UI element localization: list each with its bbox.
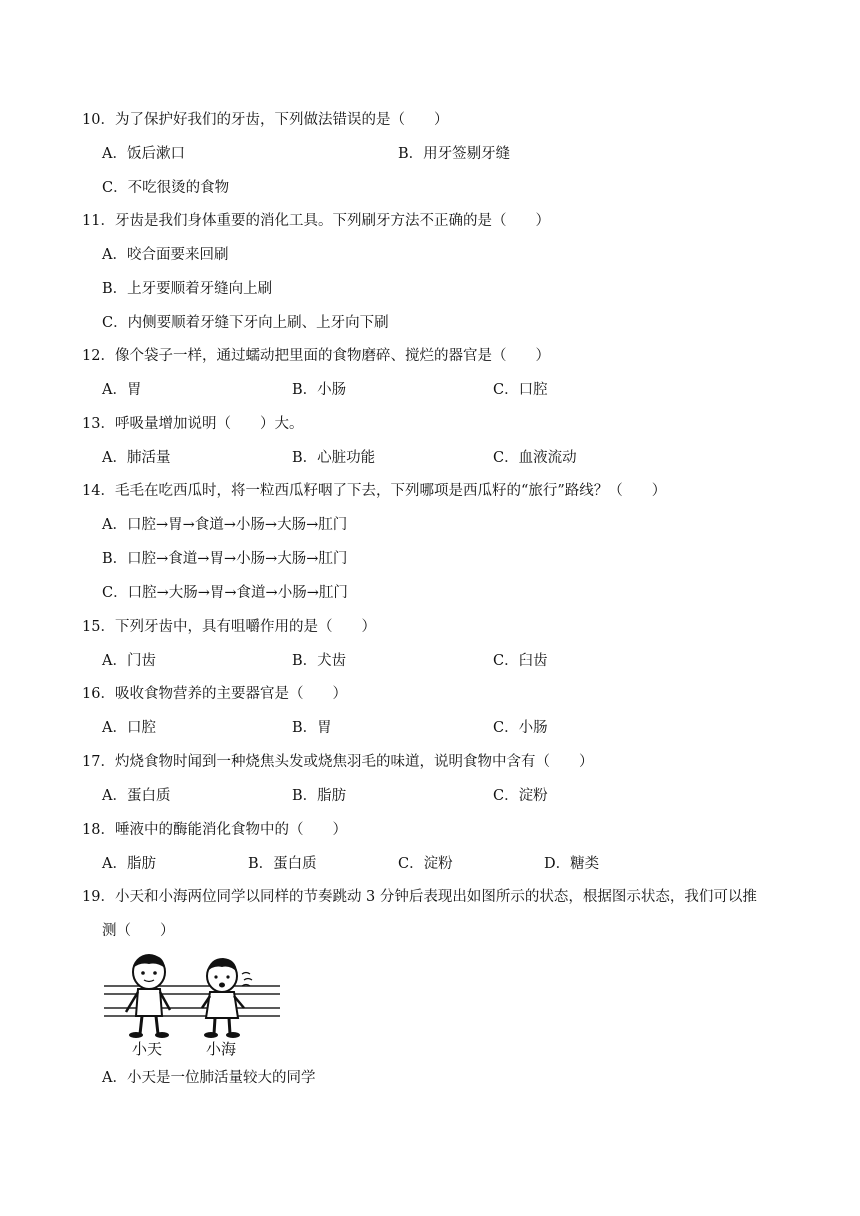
question-19-illustration (102, 950, 282, 1058)
question-17-option-b: B．脂肪 (292, 788, 347, 804)
question-16-option-b: B．胃 (292, 720, 332, 736)
question-10-option-b: B．用牙签剔牙缝 (398, 146, 511, 162)
question-13-stem: 13．呼吸量增加说明（ ）大。 (82, 416, 304, 432)
question-14-option-a: A．口腔→胃→食道→小肠→大肠→肛门 (102, 517, 348, 533)
question-18-option-b: B．蛋白质 (248, 856, 317, 872)
question-11-stem: 11．牙齿是我们身体重要的消化工具。下列刷牙方法不正确的是（ ） (82, 213, 550, 229)
question-12-option-b: B．小肠 (292, 382, 347, 398)
question-10-stem: 10．为了保护好我们的牙齿，下列做法错误的是（ ） (82, 112, 449, 128)
question-14-option-b: B．口腔→食道→胃→小肠→大肠→肛门 (102, 551, 348, 567)
question-16-option-c: C．小肠 (493, 720, 548, 736)
question-11-option-a: A．咬合面要来回刷 (102, 247, 229, 263)
child-xiaohai-figure (202, 958, 252, 1038)
question-13-option-b: B．心脏功能 (292, 450, 376, 466)
figure-label-xiaotian: 小天 (132, 1040, 163, 1058)
question-17-option-a: A．蛋白质 (102, 788, 171, 804)
question-14-option-c: C．口腔→大肠→胃→食道→小肠→肛门 (102, 585, 348, 601)
question-17-stem: 17．灼烧食物时闻到一种烧焦头发或烧焦羽毛的味道，说明食物中含有（ ） (82, 754, 594, 770)
question-16-stem: 16．吸收食物营养的主要器官是（ ） (82, 686, 347, 702)
question-15-option-b: B．犬齿 (292, 653, 347, 669)
question-15-option-a: A．门齿 (102, 653, 156, 669)
question-13-option-a: A．肺活量 (102, 450, 171, 466)
question-18-option-a: A．脂肪 (102, 856, 156, 872)
figure-label-xiaohai: 小海 (206, 1040, 237, 1058)
question-18-option-c: C．淀粉 (398, 856, 453, 872)
question-11-option-b: B．上牙要顺着牙缝向上刷 (102, 281, 273, 297)
question-11-option-c: C．内侧要顺着牙缝下牙向上刷、上牙向下刷 (102, 315, 389, 331)
question-10-option-a: A．饭后漱口 (102, 146, 185, 162)
question-12-stem: 12．像个袋子一样，通过蠕动把里面的食物磨碎、搅烂的器官是（ ） (82, 348, 550, 364)
child-xiaotian-figure (126, 955, 170, 1038)
question-14-stem: 14．毛毛在吃西瓜时，将一粒西瓜籽咽了下去，下列哪项是西瓜籽的“旅行”路线？（ ） (82, 483, 667, 499)
question-18-option-d: D．糖类 (544, 856, 600, 872)
question-13-option-c: C．血液流动 (493, 450, 577, 466)
two-children-illustration (102, 950, 282, 1058)
question-19-option-a: A．小天是一位肺活量较大的同学 (102, 1070, 316, 1086)
question-12-option-a: A．胃 (102, 382, 142, 398)
question-10-option-c: C．不吃很烫的食物 (102, 180, 230, 196)
question-15-stem: 15．下列牙齿中，具有咀嚼作用的是（ ） (82, 619, 376, 635)
question-19-stem-continued: 测（ ） (102, 923, 175, 939)
question-16-option-a: A．口腔 (102, 720, 156, 736)
question-15-option-c: C．臼齿 (493, 653, 548, 669)
question-17-option-c: C．淀粉 (493, 788, 548, 804)
question-19-stem: 19．小天和小海两位同学以同样的节奏跳动 3 分钟后表现出如图所示的状态，根据图示状态，我们可以推 (82, 889, 757, 905)
question-12-option-c: C．口腔 (493, 382, 548, 398)
question-18-stem: 18．唾液中的酶能消化食物中的（ ） (82, 822, 347, 838)
